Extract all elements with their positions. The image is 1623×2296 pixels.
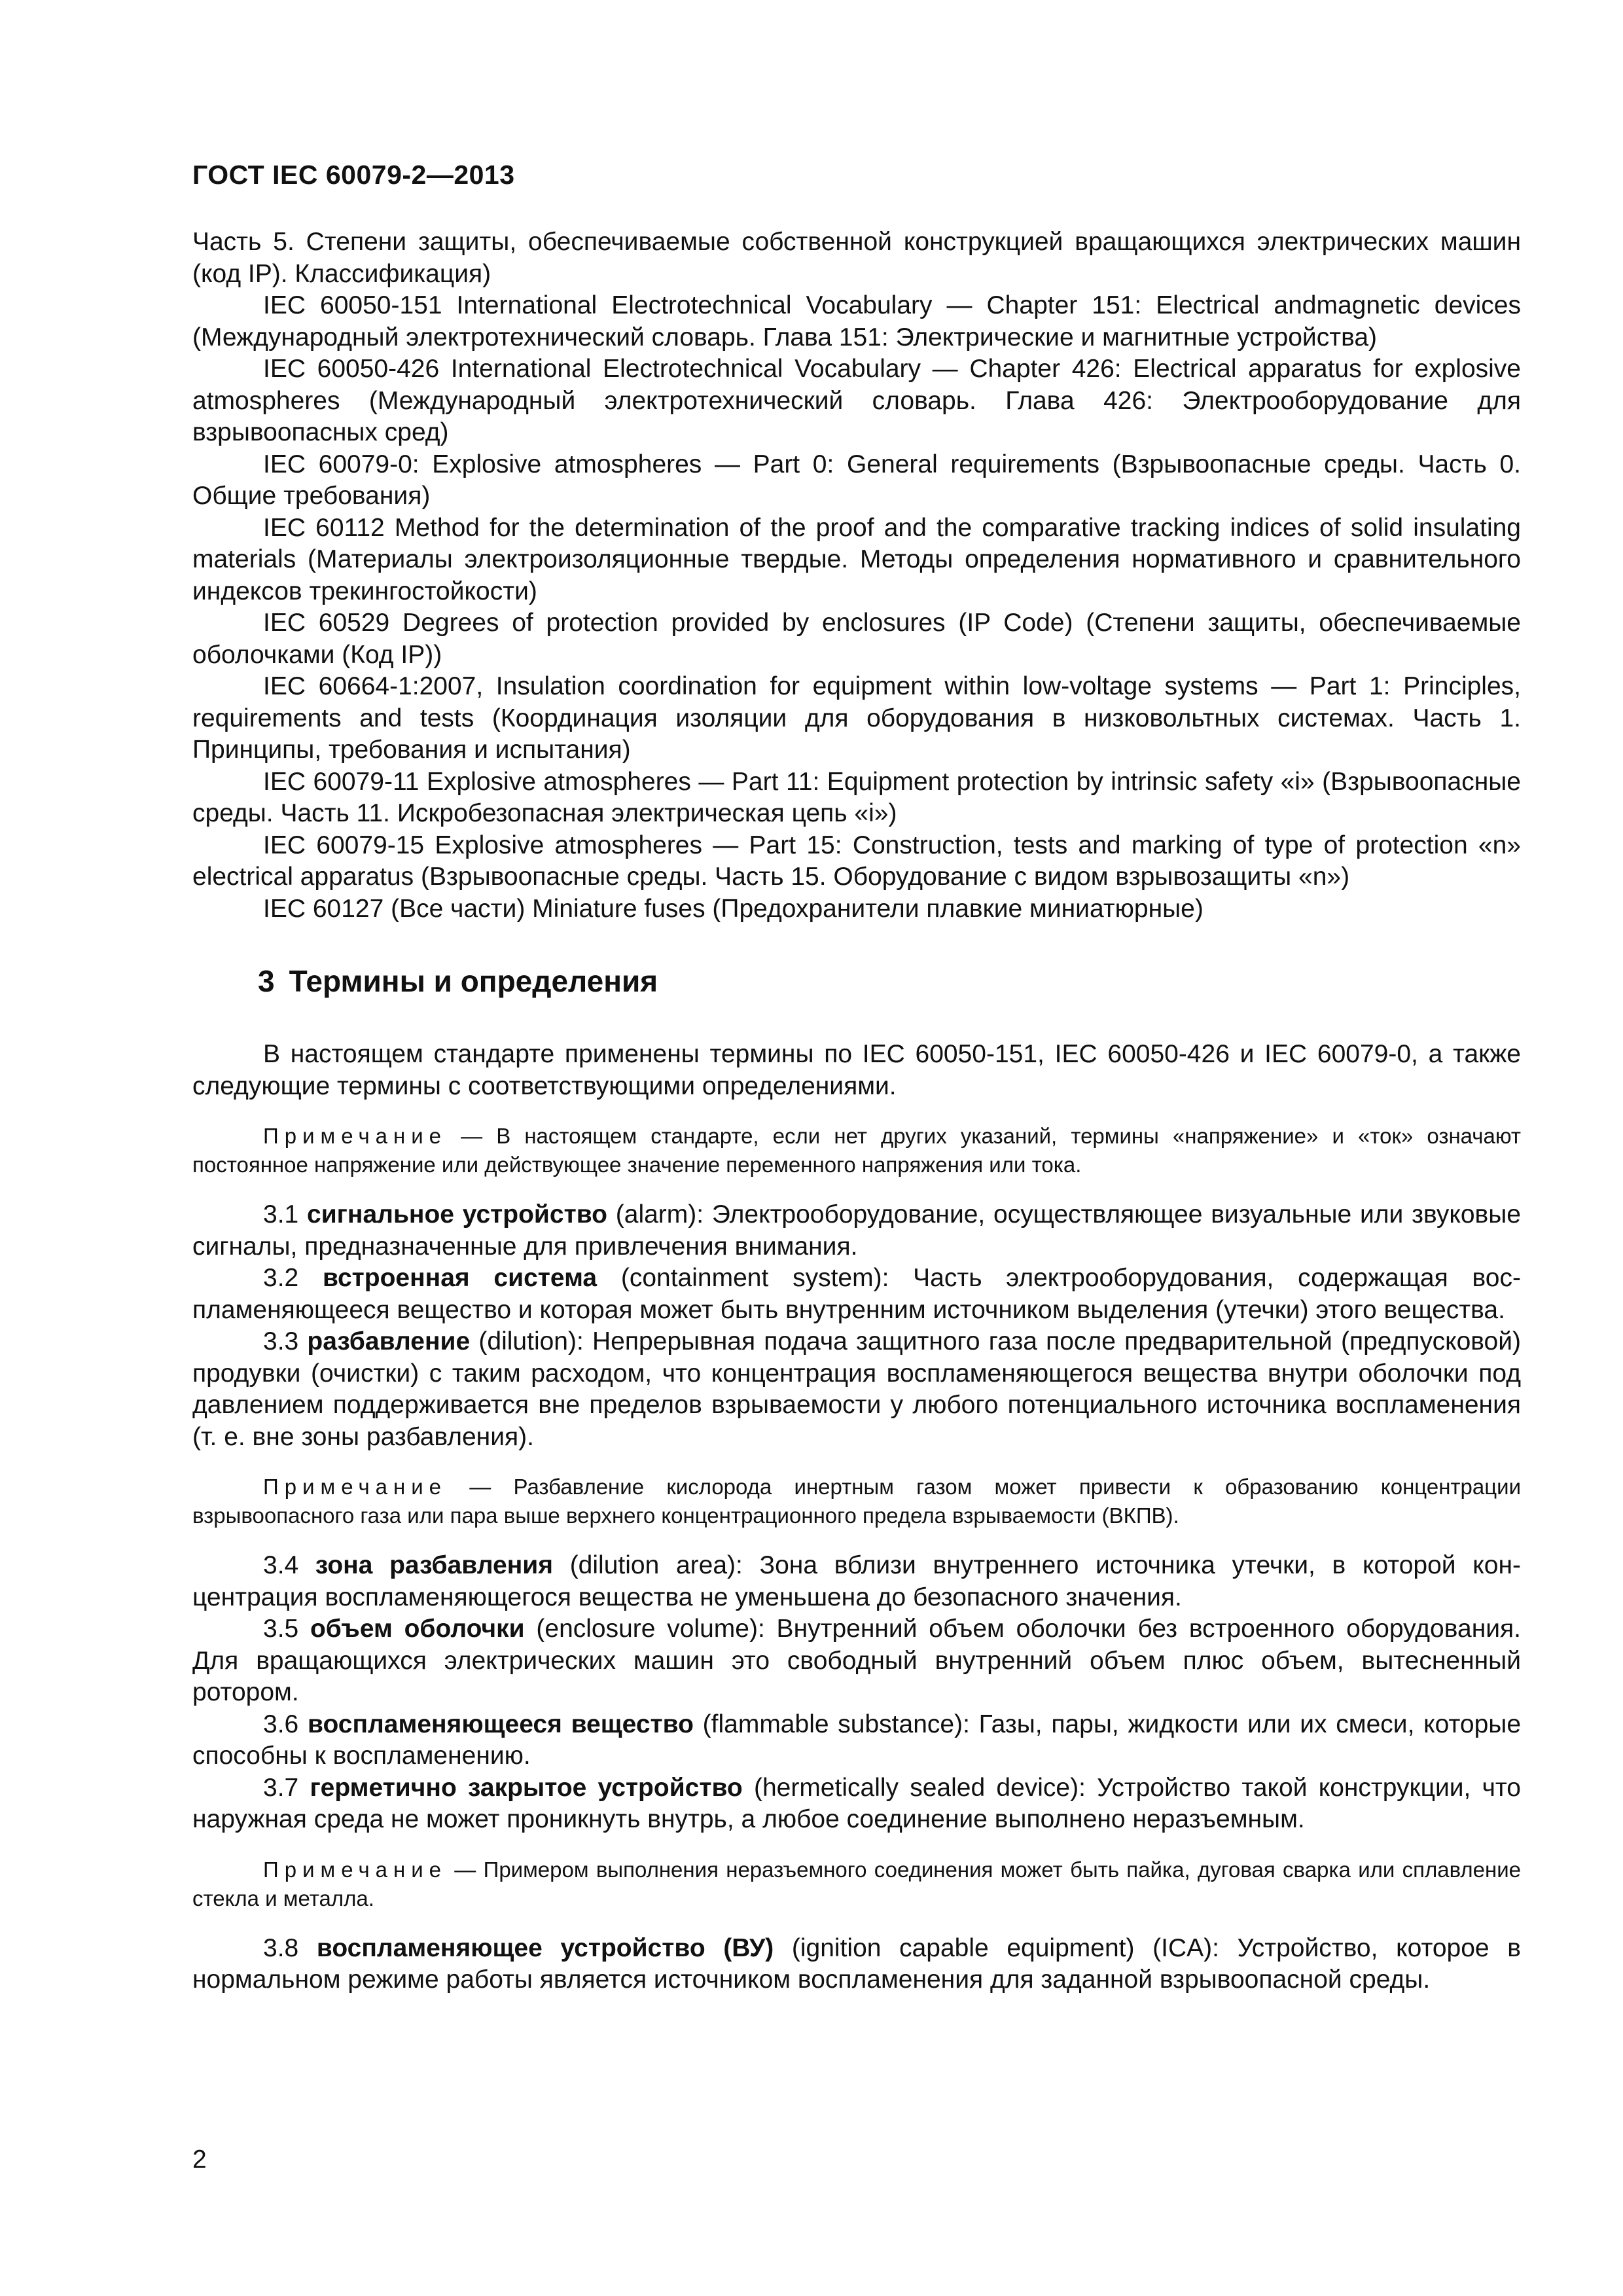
term-number: 3.1 xyxy=(263,1200,299,1229)
note-text: — Примером выполнения неразъемного соединения может быть пайка, дуговая сварка или сплавление стекла и металла. xyxy=(192,1857,1521,1910)
term-number: 3.5 xyxy=(263,1615,299,1643)
reference-item: IEC 60529 Degrees of protection provided by enclosures (IP Code) (Степени защиты, обеспечиваемые оболочками (Код IP)) xyxy=(192,609,1521,669)
term-definition xyxy=(192,1199,1521,1263)
term-name: воспламеняющееся вещество xyxy=(307,1710,694,1738)
term-text: (ignition capable equipment) (ICA): Устройство, которое в нормальном режиме работы является источником воспламенения для заданной взрывоопасной среды. xyxy=(192,1933,1521,1994)
term-number: 3.2 xyxy=(263,1264,299,1292)
note-label: Примечание xyxy=(263,1475,448,1499)
reference-item: IEC 60112 Method for the determination of the proof and the comparative tracking indices of solid insulating materials (Материалы электроизоляционные твердые. Методы определения нормативного и сравнительного индексов трекингостойкости) xyxy=(192,513,1521,605)
term-definition xyxy=(192,1613,1521,1709)
section-intro: В настоящем стандарте применены термины по IEC 60050-151, IEC 60050-426 и IEC 60079-0, а также следующие термины с соответствующими определениями. xyxy=(192,1040,1521,1100)
reference-item: IEC 60079-11 Explosive atmospheres — Part 11: Equipment protection by intrinsic safety «i» (Взрывоопасные среды. Часть 11. Искробезопасная электрическая цепь «i») xyxy=(192,767,1521,827)
reference-item: IEC 60050-151 International Electrotechnical Vocabulary — Chapter 151: Electrical andmagnetic devices (Международный электротехнический словарь. Глава 151: Электрические и магнитные устройства) xyxy=(192,291,1521,351)
term-definition xyxy=(192,1772,1521,1836)
page-number: 2 xyxy=(192,2145,207,2174)
term-text: (alarm): Электрооборудование, осуществляющее визуальные или звуковые сигналы, предназначенные для привлечения внимания. xyxy=(192,1200,1522,1261)
reference-item: IEC 60050-426 International Electrotechnical Vocabulary — Chapter 426: Electrical apparatus for explosive atmospheres (Международный электротехнический словарь. Глава 426: Электрооборудование для взрывоопасных сред) xyxy=(192,355,1521,446)
note-paragraph xyxy=(192,1122,1521,1179)
term-number: 3.7 xyxy=(263,1773,299,1802)
note-label: Примечание xyxy=(263,1124,448,1148)
term-definition xyxy=(192,1550,1521,1613)
term-number: 3.3 xyxy=(263,1327,299,1355)
section-title: Термины и определения xyxy=(289,964,658,998)
term-definition xyxy=(192,1263,1521,1326)
term-text: (enclosure volume): Внутренний объем оболочки без встроенного оборудования. Для вращающихся электрических машин это свободный внутренний объем плюс объем, вытесненный ротором. xyxy=(192,1615,1521,1706)
term-text: (dilution area): Зона вблизи внутреннего источника утечки, в которой концентрация воспламеняющегося вещества не уменьшена до безопасного значения. xyxy=(192,1551,1522,1611)
document-header: ГОСТ IEC 60079-2—2013 xyxy=(192,160,515,190)
term-definition xyxy=(192,1933,1521,1996)
term-name: воспламеняющее устройство (ВУ) xyxy=(316,1933,774,1962)
document-page xyxy=(192,0,1521,2296)
term-name: встроенная система xyxy=(322,1264,597,1292)
term-name: сигнальное устройство xyxy=(307,1200,607,1229)
term-text: (dilution): Непрерывная подача защитного газа после предварительной (предпусковой) продувки (очистки) с таким расходом, что концентрация воспламеняющегося вещества внутри оболочки под давлением поддерживается вне пределов взрываемости у любого потенциального источника воспламенения (т. е. вне зоны разбавления). xyxy=(192,1327,1522,1451)
reference-continuation: Часть 5. Степени защиты, обеспечиваемые собственной конструкцией вращающихся электрических машин (код IP). Классификация) xyxy=(192,228,1521,288)
term-number: 3.6 xyxy=(263,1710,299,1738)
term-name: герметично закрытое устройство xyxy=(310,1773,743,1802)
term-text: (flammable substance): Газы, пары, жидкости или их смеси, которые способны к воспламенению. xyxy=(192,1710,1522,1770)
term-name: разбавление xyxy=(307,1327,471,1355)
note-paragraph xyxy=(192,1856,1521,1913)
term-number: 3.8 xyxy=(263,1933,299,1962)
term-name: зона разбавления xyxy=(315,1551,553,1579)
reference-item: IEC 60664-1:2007, Insulation coordination for equipment within low-voltage systems — Part 1: Principles, requirements and tests (Координация изоляции для оборудования в низковольтных системах. Часть 1. Принципы, требования и испытания) xyxy=(192,672,1521,764)
reference-item: IEC 60079-0: Explosive atmospheres — Part 0: General requirements (Взрывоопасные среды. Часть 0. Общие требования) xyxy=(192,450,1521,510)
term-definition xyxy=(192,1326,1521,1453)
term-text: (hermetically sealed device): Устройство такой конструкции, что наружная среда не может проникнуть внутрь, а любое соединение выполнено неразъемным. xyxy=(192,1773,1521,1833)
term-text: (containment system): Часть электрооборудования, содержащая воспламеняющееся вещество и которая может быть внутренним источником выделения (утечки) этого вещества. xyxy=(192,1264,1521,1324)
term-definition xyxy=(192,1709,1521,1772)
reference-item: IEC 60079-15 Explosive atmospheres — Part 15: Construction, tests and marking of type of protection «n» electrical apparatus (Взрывоопасные среды. Часть 15. Оборудование с видом взрывозащиты «n») xyxy=(192,831,1521,891)
note-text: — Разбавление кислорода инертным газом может привести к образованию концентрации взрывоопасного газа или пара выше верхнего концентрационного предела взрываемости (ВКПВ). xyxy=(192,1475,1521,1528)
term-name: объем оболочки xyxy=(310,1615,525,1643)
note-paragraph xyxy=(192,1473,1521,1530)
section-number: 3 xyxy=(258,964,275,998)
note-text: — В настоящем стандарте, если нет других указаний, термины «напряжение» и «ток» означают постоянное напряжение или действующее значение переменного напряжения или тока. xyxy=(192,1124,1521,1177)
section-heading xyxy=(192,963,1521,999)
note-label: Примечание xyxy=(263,1857,448,1882)
reference-item: IEC 60127 (Все части) Miniature fuses (Предохранители плавкие миниатюрные) xyxy=(263,894,1204,923)
document-body xyxy=(192,226,1521,1996)
term-number: 3.4 xyxy=(263,1551,299,1579)
